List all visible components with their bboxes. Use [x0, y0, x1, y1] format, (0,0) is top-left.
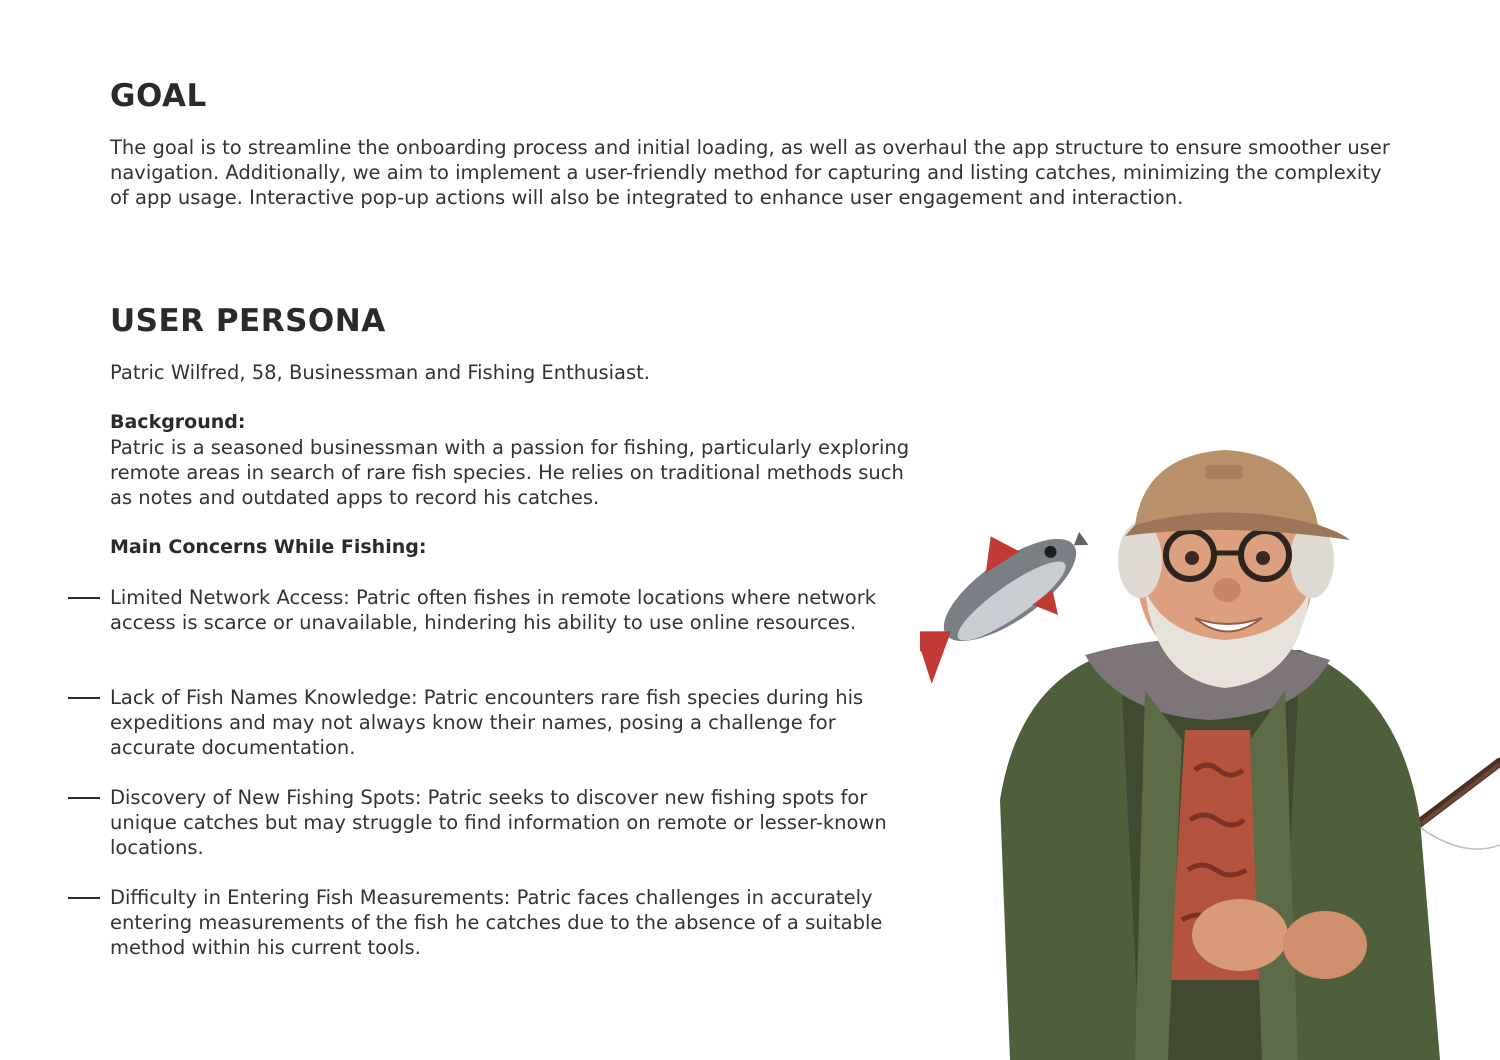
fisherman-with-fish-illustration — [920, 440, 1500, 1060]
user-persona-heading: USER PERSONA — [110, 303, 386, 339]
concern-text: Discovery of New Fishing Spots: Patric seeks to discover new fishing spots for unique catches but may struggle to find information on remote or lesser-known locations. — [110, 786, 887, 859]
concern-text: Difficulty in Entering Fish Measurements: Patric faces challenges in accurately entering measurements of the fish he catches due to the absence of a suitable method within his current tools. — [110, 886, 883, 959]
persona-intro: Patric Wilfred, 58, Businessman and Fishing Enthusiast. — [110, 361, 650, 384]
dash-bullet-icon — [68, 597, 100, 599]
goal-heading: GOAL — [110, 78, 207, 114]
concern-text: Lack of Fish Names Knowledge: Patric encounters rare fish species during his expeditions and may not always know their names, posing a challenge for accurate documentation. — [110, 686, 864, 759]
goal-description: The goal is to streamline the onboarding process and initial loading, as well as overhaul the app structure to ensure smoother user navigation. Additionally, we aim to implement a user-friendly method for capturing and listing catches, minimizing the complexity of app usage. Interactive pop-up actions will also be integrated to enhance user engagement and interaction. — [110, 136, 1390, 209]
background-heading: Background: — [110, 411, 246, 433]
fisherman-body-icon — [1000, 639, 1440, 1060]
dash-bullet-icon — [68, 897, 100, 899]
concerns-heading: Main Concerns While Fishing: — [110, 536, 427, 558]
background-description: Patric is a seasoned businessman with a passion for fishing, particularly exploring remote areas in search of rare fish species. He relies on traditional methods such as notes and outdated apps to record his catches. — [110, 436, 910, 509]
concern-text: Limited Network Access: Patric often fishes in remote locations where network access is scarce or unavailable, hindering his ability to use online resources. — [110, 586, 877, 634]
dash-bullet-icon — [68, 697, 100, 699]
dash-bullet-icon — [68, 797, 100, 799]
